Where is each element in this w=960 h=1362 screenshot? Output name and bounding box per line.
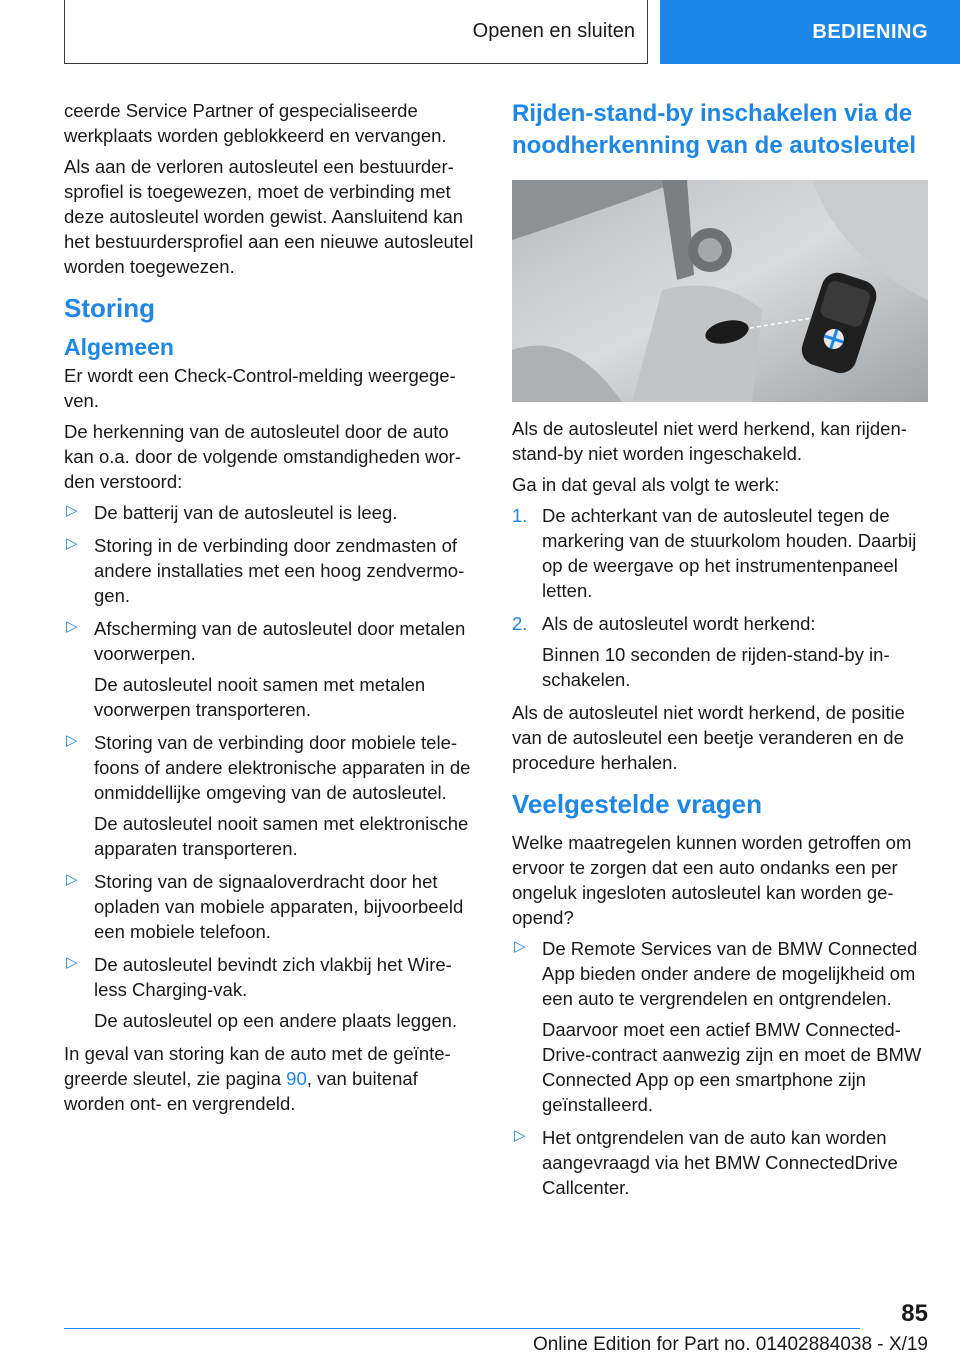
triangle-bullet-icon: ▷: [66, 502, 78, 519]
triangle-bullet-icon: ▷: [66, 871, 78, 888]
list-item: ▷ Afscherming van de autosleutel door metalen voorwerpen. De autosleutel nooit samen met metalen voorwerpen transporteren.: [66, 618, 466, 720]
rijden-paragraph-2: Ga in dat geval als volgt te werk:: [512, 474, 780, 495]
header-section-box: [64, 0, 648, 64]
triangle-bullet-icon: ▷: [66, 618, 78, 635]
list-item: ▷ De autosleutel bevindt zich vlakbij het Wireless Charging-vak. De autosleutel op een andere plaats leggen.: [66, 954, 458, 1031]
rijden-paragraph-1: Als de autosleutel niet werd herkend, kan rijden-stand-by niet worden ingeschakeld.: [512, 418, 907, 464]
intro-paragraph-1: ceerde Service Partner of gespecialiseerde werkplaats worden geblokkeerd en vervangen.: [64, 100, 447, 146]
rijden-paragraph-3: Als de autosleutel niet wordt herkend, de positie van de autosleutel een beetje veranderen en de procedure herhalen.: [512, 702, 905, 773]
header-chapter-tab: [660, 0, 960, 64]
step-number: 2.: [512, 613, 528, 634]
header-chapter-title: BEDIENING: [812, 20, 928, 43]
list-item: ▷ Het ontgrendelen van de auto kan worden aangevraagd via het BMW ConnectedDrive Callcenter.: [514, 1127, 898, 1198]
list-item: 2. Als de autosleutel wordt herkend: Binnen 10 seconden de rijden-stand-by inschakelen.: [512, 613, 890, 690]
heading-veelgestelde-vragen: Veelgestelde vragen: [512, 789, 763, 819]
list-item: 1. De achterkant van de autosleutel tegen de markering van de stuurkolom houden. Daarbij op de weergave op het instrumentenpaneel letten.: [512, 505, 917, 601]
faq-bullet-list: [512, 936, 928, 1200]
list-item: ▷ De batterij van de autosleutel is leeg.: [66, 502, 398, 523]
footer-edition: Online Edition for Part no. 01402884038 - X/19: [532, 1334, 928, 1355]
list-item: ▷ Storing in de verbinding door zendmasten of andere installaties met een hoog zendvermogen.: [66, 535, 465, 606]
list-item: ▷ Storing van de signaaloverdracht door het opladen van mobiele apparaten, bijvoorbeeld een mobiele telefoon.: [66, 871, 464, 942]
storing-paragraph-2: De herkenning van de autosleutel door de auto kan o.a. door de volgende omstandigheden worden verstoord:: [64, 421, 462, 492]
header-section-title: Openen en sluiten: [472, 20, 635, 42]
footer-divider: [64, 1328, 860, 1329]
page-reference-link[interactable]: 90: [286, 1068, 307, 1089]
heading-algemeen: Algemeen: [64, 334, 174, 360]
steering-column-key-illustration: [512, 180, 928, 402]
storing-final-paragraph: In geval van storing kan de auto met de geïntegreerde sleutel, zie pagina 90, van buitenaf worden ont- en vergrendeld.: [64, 1043, 451, 1114]
triangle-bullet-icon: ▷: [66, 954, 78, 971]
right-column: [512, 98, 928, 1208]
page-number: 85: [901, 1300, 928, 1327]
triangle-bullet-icon: ▷: [514, 1127, 526, 1144]
storing-bullet-list: [64, 500, 477, 1033]
triangle-bullet-icon: ▷: [514, 938, 526, 955]
heading-rijden-stand-by: Rijden-stand-by inschakelen via de noodherkenning van de autosleutel: [512, 100, 917, 159]
faq-paragraph: Welke maatregelen kunnen worden getroffen om ervoor te zorgen dat een auto ondanks een per ongeluk ingesloten autosleutel kan worden geopend?: [512, 832, 912, 928]
intro-paragraph-2: Als aan de verloren autosleutel een bestuurdersprofiel is toegewezen, moet de verbinding met deze autosleutel worden gewist. Aansluitend kan het bestuurdersprofiel aan een nieuwe autosleutel worden toegewezen.: [64, 156, 474, 277]
triangle-bullet-icon: ▷: [66, 732, 78, 749]
list-item: ▷ De Remote Services van de BMW Connected App bieden onder andere de mogelijkheid om een auto te vergrendelen en ontgrendelen. Daarvoor moet een actief BMW ConnectedDrive-contract aanwezig zijn en moet de BMW Connected App op een smartphone zijn geïnstalleerd.: [514, 938, 922, 1115]
list-item: ▷ Storing van de verbinding door mobiele telefoons of andere elektronische apparaten in de onmiddellijke omgeving van de autosleutel. De autosleutel nooit samen met elektronische apparaten transporteren.: [66, 732, 471, 859]
heading-storing: Storing: [64, 293, 155, 323]
step-number: 1.: [512, 505, 528, 526]
storing-paragraph-1: Er wordt een Check-Control-melding weergegeven.: [64, 365, 456, 411]
left-column: [64, 98, 477, 1122]
rijden-step-list: [512, 503, 928, 692]
triangle-bullet-icon: ▷: [66, 535, 78, 552]
